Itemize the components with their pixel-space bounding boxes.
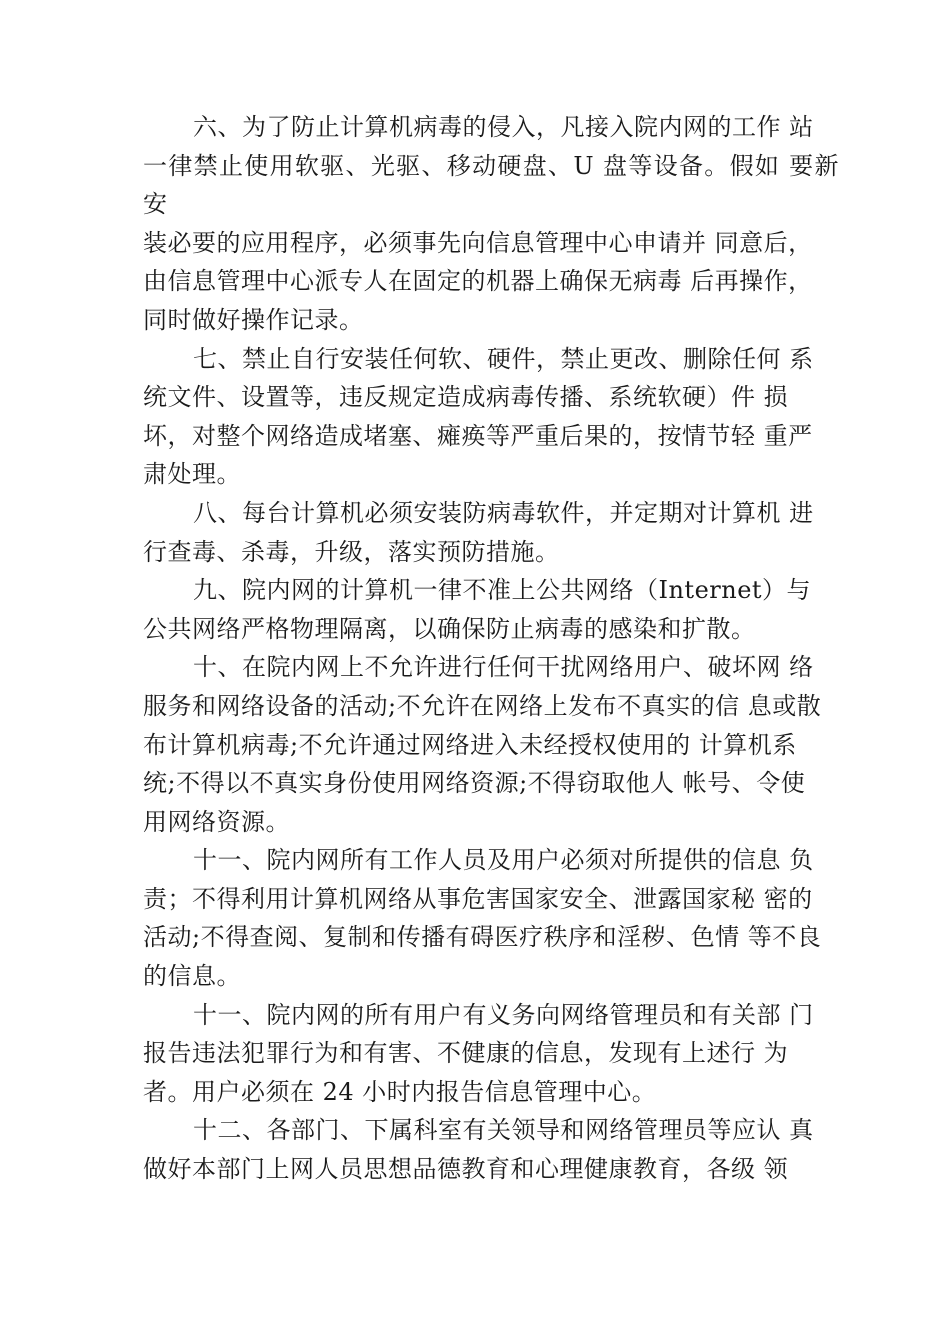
- paragraph-6: 六、为了防止计算机病毒的侵入，凡接入院内网的工作 站 一律禁止使用软驱、光驱、移动硬盘、U 盘等设备。假如 要新安 装必要的应用程序，必须事先向信息管理中心申请并 同意后， 由信息管理中心派专人在固定的机器上确保无病毒 后再操作， 同时做好操作记录。: [143, 113, 839, 334]
- paragraph-11-b: 十一、院内网的所有用户有义务向网络管理员和有关部 门 报告违法犯罪行为和有害、不健康的信息，发现有上述行 为 者。用户必须在 24 小时内报告信息管理中心。: [143, 1000, 814, 1106]
- paragraph-9: 九、院内网的计算机一律不准上公共网络（Internet）与 公共网络严格物理隔离，以确保防止病毒的感染和扩散。: [143, 576, 812, 643]
- paragraph-7: 七、禁止自行安装任何软、硬件，禁止更改、删除任何 系 统文件、设置等，违反规定造成病毒传播、系统软硬）件 损 坏，对整个网络造成堵塞、瘫痪等严重后果的，按情节轻 重严 肃处理。: [143, 344, 814, 489]
- paragraph-8: 八、每台计算机必须安装防病毒软件，并定期对计算机 进 行查毒、杀毒，升级，落实预防措施。: [143, 498, 814, 566]
- paragraph-11: 十一、院内网所有工作人员及用户必须对所提供的信息 负 责；不得利用计算机网络从事危害国家安全、泄露国家秘 密的 活动;不得查阅、复制和传播有碍医疗秩序和淫秽、色情 等不良 的信息。: [143, 846, 822, 991]
- paragraph-10: 十、在院内网上不允许进行任何干扰网络用户、破坏网 络 服务和网络设备的活动;不允许在网络上发布不真实的信 息或散 布计算机病毒;不允许通过网络进入未经授权使用的 计算机系 统;不得以不真实身份使用网络资源;不得窃取他人 帐号、令使 用网络资源。: [143, 653, 822, 836]
- document-body: [143, 108, 839, 1189]
- paragraph-12: 十二、各部门、下属科室有关领导和网络管理员等应认 真 做好本部门上网人员思想品德教育和心理健康教育，各级 领: [143, 1116, 814, 1184]
